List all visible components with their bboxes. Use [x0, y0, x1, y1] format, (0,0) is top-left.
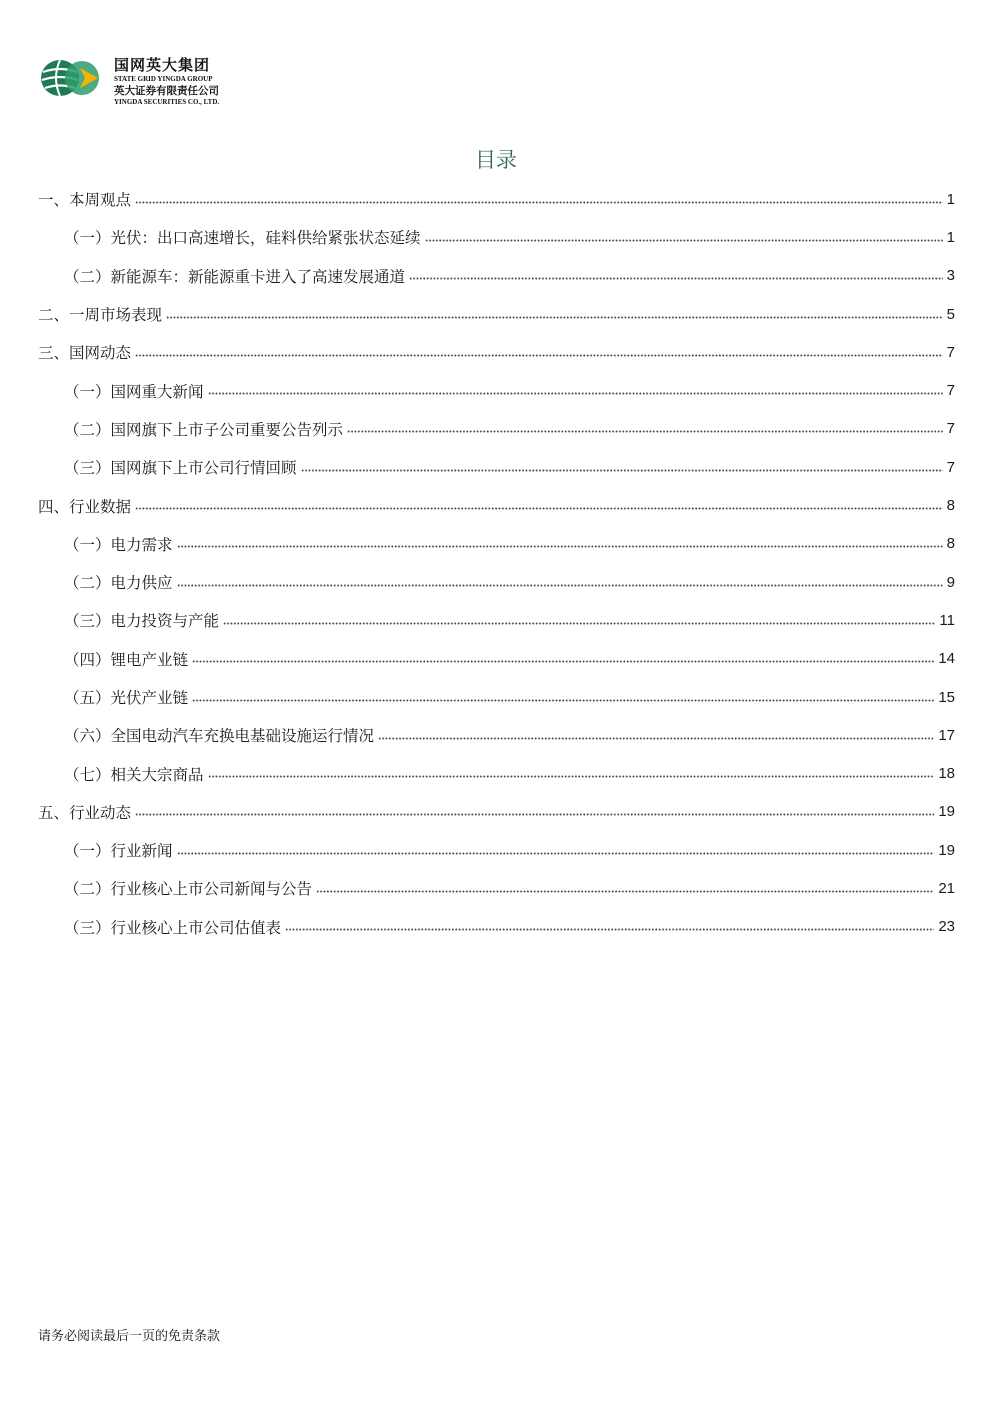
toc-entry-label: 五、行业动态 [38, 803, 132, 822]
toc-entry-page: 8 [946, 497, 955, 515]
toc-entry-label: （一）光伏：出口高速增长，硅料供给紧张状态延续 [64, 229, 421, 248]
toc-title: 目录 [475, 148, 517, 172]
toc-entry-label: （七）相关大宗商品 [64, 765, 204, 784]
toc-leader-dots [347, 430, 943, 433]
toc-entry-page: 7 [946, 382, 955, 400]
toc-entry-label: （二）电力供应 [64, 574, 173, 593]
toc-leader-dots [135, 201, 943, 204]
toc-entry-label: （六）全国电动汽车充换电基础设施运行情况 [64, 727, 375, 746]
toc-entry-page: 14 [938, 650, 955, 668]
toc-entry[interactable] [38, 754, 955, 792]
toc-entry-page: 11 [939, 611, 955, 629]
toc-entry[interactable] [38, 486, 955, 524]
toc-entry-label: （四）锂电产业链 [64, 650, 189, 669]
toc-entry[interactable] [38, 831, 955, 869]
toc-entry[interactable] [38, 333, 955, 371]
toc-entry-page: 7 [946, 343, 955, 361]
toc-leader-dots [378, 737, 934, 740]
toc-leader-dots [192, 699, 934, 702]
toc-entry-page: 1 [946, 190, 955, 208]
toc-entry[interactable] [38, 908, 955, 946]
toc-entry-page: 7 [946, 458, 955, 476]
company-name-en: YINGDA SECURITIES CO., LTD. [114, 97, 220, 106]
toc-entry-label: 四、行业数据 [38, 497, 132, 516]
toc-entry-label: 二、一周市场表现 [38, 306, 163, 325]
toc-entry[interactable] [38, 371, 955, 409]
toc-entry-label: （一）电力需求 [64, 535, 173, 554]
toc-entry-page: 18 [938, 765, 955, 783]
globe-arrow-icon [40, 58, 104, 98]
toc-entry[interactable] [38, 563, 955, 601]
toc-entry-page: 7 [946, 420, 955, 438]
toc-entry-page: 9 [946, 573, 955, 591]
toc-leader-dots [192, 660, 934, 663]
toc-entry-page: 19 [938, 803, 955, 821]
toc-leader-dots [208, 775, 935, 778]
toc-leader-dots [425, 239, 943, 242]
toc-entry[interactable] [38, 295, 955, 333]
toc-entry[interactable] [38, 257, 955, 295]
toc-entry[interactable] [38, 869, 955, 907]
toc-leader-dots [135, 507, 943, 510]
toc-entry-label: （一）行业新闻 [64, 842, 173, 861]
toc-entry-label: （五）光伏产业链 [64, 689, 189, 707]
toc-entry-page: 17 [938, 726, 955, 744]
toc-leader-dots [208, 392, 943, 395]
toc-leader-dots [135, 354, 943, 357]
group-name-en: STATE GRID YINGDA GROUP [114, 75, 213, 83]
toc-entry-label: （三）电力投资与产能 [64, 612, 220, 631]
toc-entry-label: （三）国网旗下上市公司行情回顾 [64, 459, 297, 478]
toc-leader-dots [177, 584, 943, 587]
toc-entry-label: （一）国网重大新闻 [64, 382, 204, 401]
toc-entry[interactable] [38, 525, 955, 563]
disclaimer-note: 请务必阅读最后一页的免责条款 [38, 1329, 221, 1344]
toc-entry-label: 一、本周观点 [38, 191, 132, 210]
table-of-contents [38, 180, 955, 946]
toc-entry[interactable] [38, 218, 955, 256]
toc-entry-page: 21 [938, 879, 955, 897]
toc-entry-label: （二）新能源车：新能源重卡进入了高速发展通道 [64, 267, 406, 286]
toc-leader-dots [177, 852, 935, 855]
toc-entry[interactable] [38, 180, 955, 218]
toc-entry-page: 5 [946, 305, 955, 323]
toc-leader-dots [223, 622, 935, 625]
toc-entry-page: 19 [938, 841, 955, 859]
company-logo [40, 58, 219, 106]
company-name: 英大证券有限责任公司 [114, 85, 219, 97]
toc-entry[interactable] [38, 793, 955, 831]
toc-leader-dots [316, 890, 934, 893]
toc-entry[interactable] [38, 410, 955, 448]
toc-leader-dots [285, 928, 934, 931]
toc-entry-label: （二）国网旗下上市子公司重要公告列示 [64, 420, 344, 439]
toc-entry[interactable] [38, 448, 955, 486]
toc-leader-dots [409, 277, 943, 280]
toc-entry[interactable] [38, 601, 955, 639]
toc-entry-label: （二）行业核心上市公司新闻与公告 [64, 880, 313, 899]
toc-leader-dots [135, 813, 934, 816]
group-name: 国网英大集团 [114, 56, 211, 74]
toc-entry-page: 15 [938, 688, 955, 706]
toc-entry-page: 1 [946, 228, 955, 246]
toc-entry[interactable] [38, 640, 955, 678]
toc-entry-page: 3 [946, 267, 955, 285]
toc-entry-label: 三、国网动态 [38, 344, 132, 363]
toc-leader-dots [166, 316, 943, 319]
toc-entry[interactable] [38, 678, 955, 716]
toc-leader-dots [177, 545, 943, 548]
toc-leader-dots [301, 469, 943, 472]
toc-entry-label: （三）行业核心上市公司估值表 [64, 918, 282, 937]
toc-entry-page: 23 [938, 918, 955, 936]
toc-entry-page: 8 [946, 535, 955, 553]
toc-entry[interactable] [38, 716, 955, 754]
